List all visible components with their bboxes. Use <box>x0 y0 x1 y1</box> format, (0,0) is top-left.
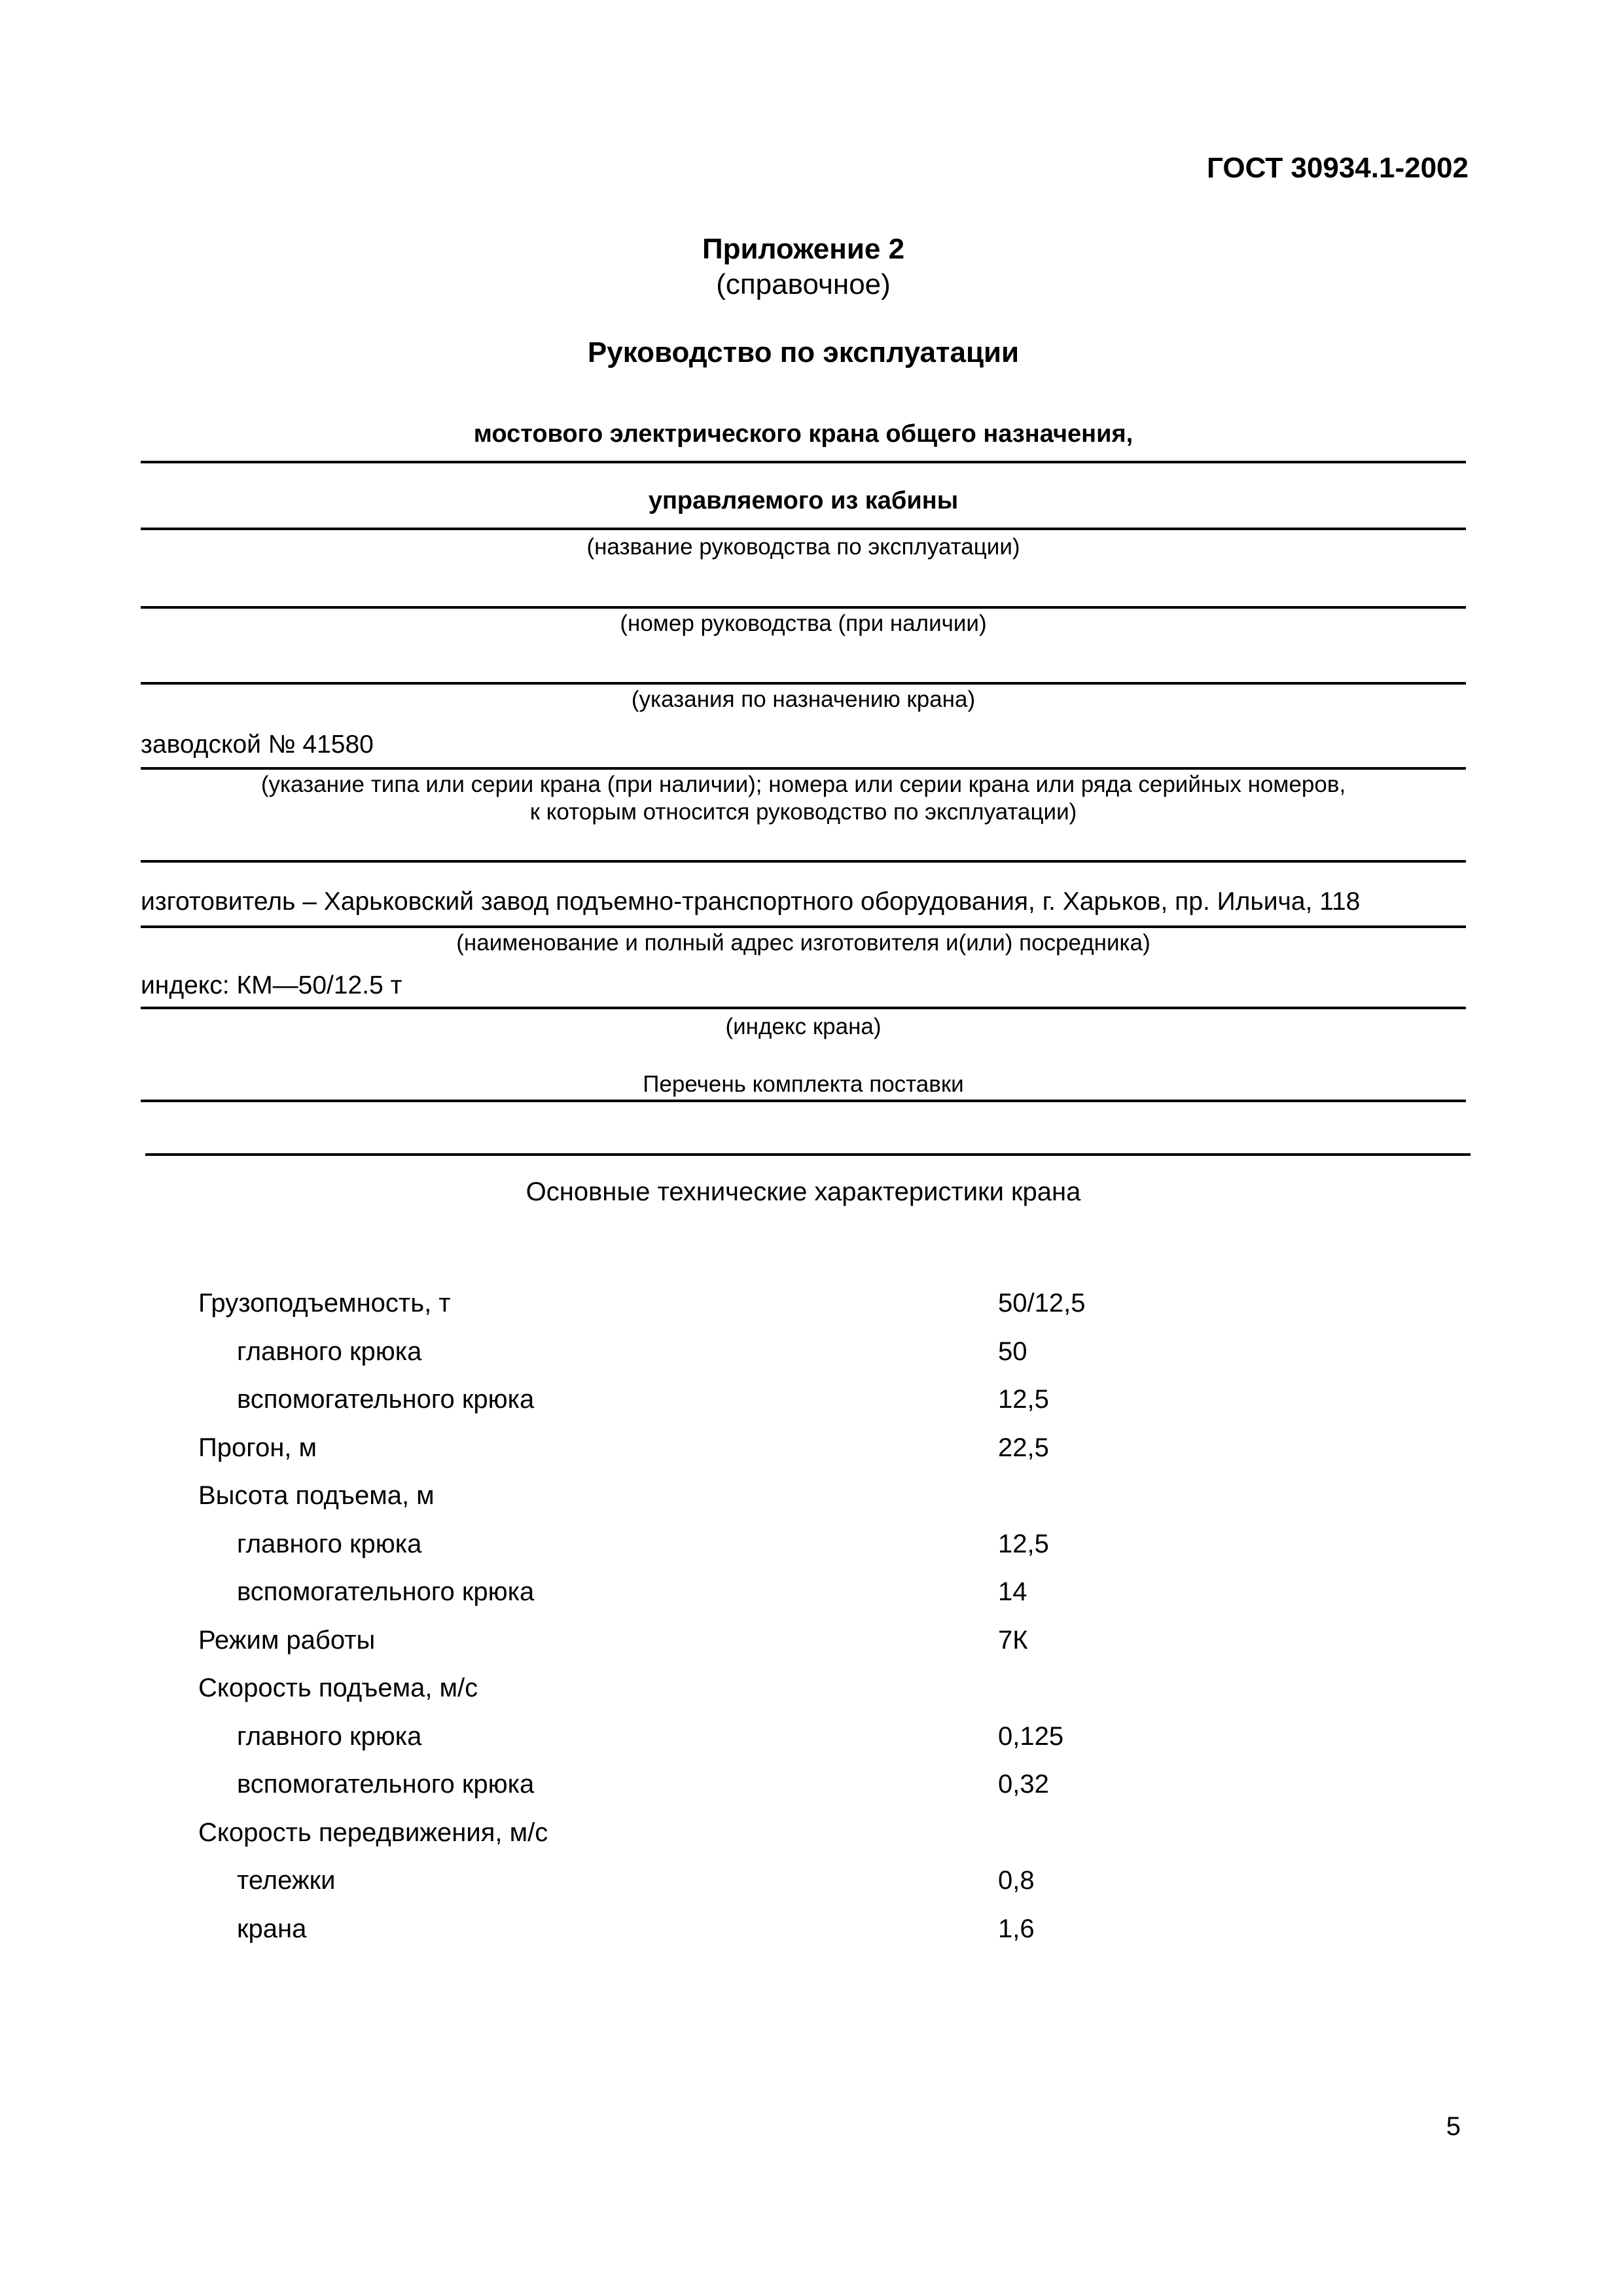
serial-caption-line2: к которым относится руководство по эксплуатации) <box>529 799 1077 825</box>
spec-value: 50/12,5 <box>998 1289 1086 1318</box>
spec-label: Скорость подъема, м/с <box>198 1674 478 1702</box>
spec-value: 50 <box>998 1336 1027 1366</box>
spec-label: крана <box>237 1914 307 1943</box>
spec-row <box>0 1713 1623 1761</box>
spec-row <box>0 1664 1623 1713</box>
crane-purpose-caption: (указания по назначению крана) <box>631 687 976 712</box>
spec-label: вспомогательного крюка <box>237 1577 535 1606</box>
document-code: ГОСТ 30934.1-2002 <box>1207 152 1469 184</box>
page-number: 5 <box>1446 2112 1461 2141</box>
serial-caption-line1: (указание типа или серии крана (при наличии); номера или серии крана или ряда серийных номеров, <box>260 772 1346 797</box>
specs-title: Основные технические характеристики крана <box>526 1177 1081 1206</box>
manual-name-line2: управляемого из кабины <box>648 487 959 514</box>
rule-crane-index <box>141 1007 1466 1009</box>
spec-value: 0,32 <box>998 1770 1049 1799</box>
spec-row <box>0 1761 1623 1809</box>
spec-label: главного крюка <box>237 1721 422 1751</box>
appendix-title: Приложение 2 <box>702 233 905 265</box>
spec-row <box>0 1280 1623 1328</box>
rule-manual-number <box>141 606 1466 609</box>
spec-row <box>0 1905 1623 1954</box>
spec-row <box>0 1376 1623 1424</box>
spec-row <box>0 1568 1623 1617</box>
spec-row <box>0 1617 1623 1665</box>
rule-specs-top <box>145 1153 1471 1156</box>
spec-value: 22,5 <box>998 1433 1049 1462</box>
spec-value: 7К <box>998 1625 1028 1655</box>
spec-value: 0,8 <box>998 1866 1035 1895</box>
rule-blank <box>141 860 1466 863</box>
spec-row <box>0 1857 1623 1905</box>
spec-label: главного крюка <box>237 1529 422 1558</box>
manufacturer: изготовитель – Харьковский завод подъемно-транспортного оборудования, г. Харьков, пр. Ильича, 118 <box>141 888 1361 916</box>
spec-value: 12,5 <box>998 1529 1049 1558</box>
spec-value: 12,5 <box>998 1385 1049 1414</box>
spec-label: Грузоподъемность, т <box>198 1289 451 1318</box>
spec-label: Скорость передвижения, м/с <box>198 1818 548 1847</box>
rule-name-line2 <box>141 528 1466 530</box>
spec-label: вспомогательного крюка <box>237 1385 535 1414</box>
rule-crane-purpose <box>141 682 1466 685</box>
specs-list <box>0 1280 1623 1953</box>
spec-row <box>0 1472 1623 1520</box>
rule-manufacturer <box>141 925 1466 928</box>
spec-label: главного крюка <box>237 1336 422 1366</box>
serial-number: заводской № 41580 <box>141 730 374 759</box>
spec-row <box>0 1328 1623 1376</box>
manual-name-line1: мостового электрического крана общего назначения, <box>473 420 1133 448</box>
delivery-set-caption: Перечень комплекта поставки <box>643 1071 964 1097</box>
spec-value: 1,6 <box>998 1914 1035 1943</box>
manual-name-caption: (название руководства по эксплуатации) <box>586 534 1020 560</box>
appendix-subtitle: (справочное) <box>716 268 891 300</box>
spec-label: Режим работы <box>198 1625 376 1655</box>
spec-label: тележки <box>237 1866 336 1895</box>
rule-name-line1 <box>141 461 1466 463</box>
spec-label: вспомогательного крюка <box>237 1770 535 1799</box>
manufacturer-caption: (наименование и полный адрес изготовителя и(или) посредника) <box>456 930 1150 956</box>
spec-row <box>0 1520 1623 1569</box>
manual-title: Руководство по эксплуатации <box>587 336 1020 368</box>
spec-row <box>0 1809 1623 1857</box>
spec-label: Высота подъема, м <box>198 1481 435 1510</box>
rule-serial-number <box>141 767 1466 770</box>
spec-value: 14 <box>998 1577 1027 1606</box>
rule-delivery-set <box>141 1100 1466 1102</box>
manual-number-caption: (номер руководства (при наличии) <box>620 611 987 636</box>
spec-label: Прогон, м <box>198 1433 317 1462</box>
crane-index-caption: (индекс крана) <box>725 1014 882 1039</box>
crane-index: индекс: КМ—50/12.5 т <box>141 971 402 999</box>
spec-row <box>0 1424 1623 1473</box>
spec-value: 0,125 <box>998 1721 1064 1751</box>
